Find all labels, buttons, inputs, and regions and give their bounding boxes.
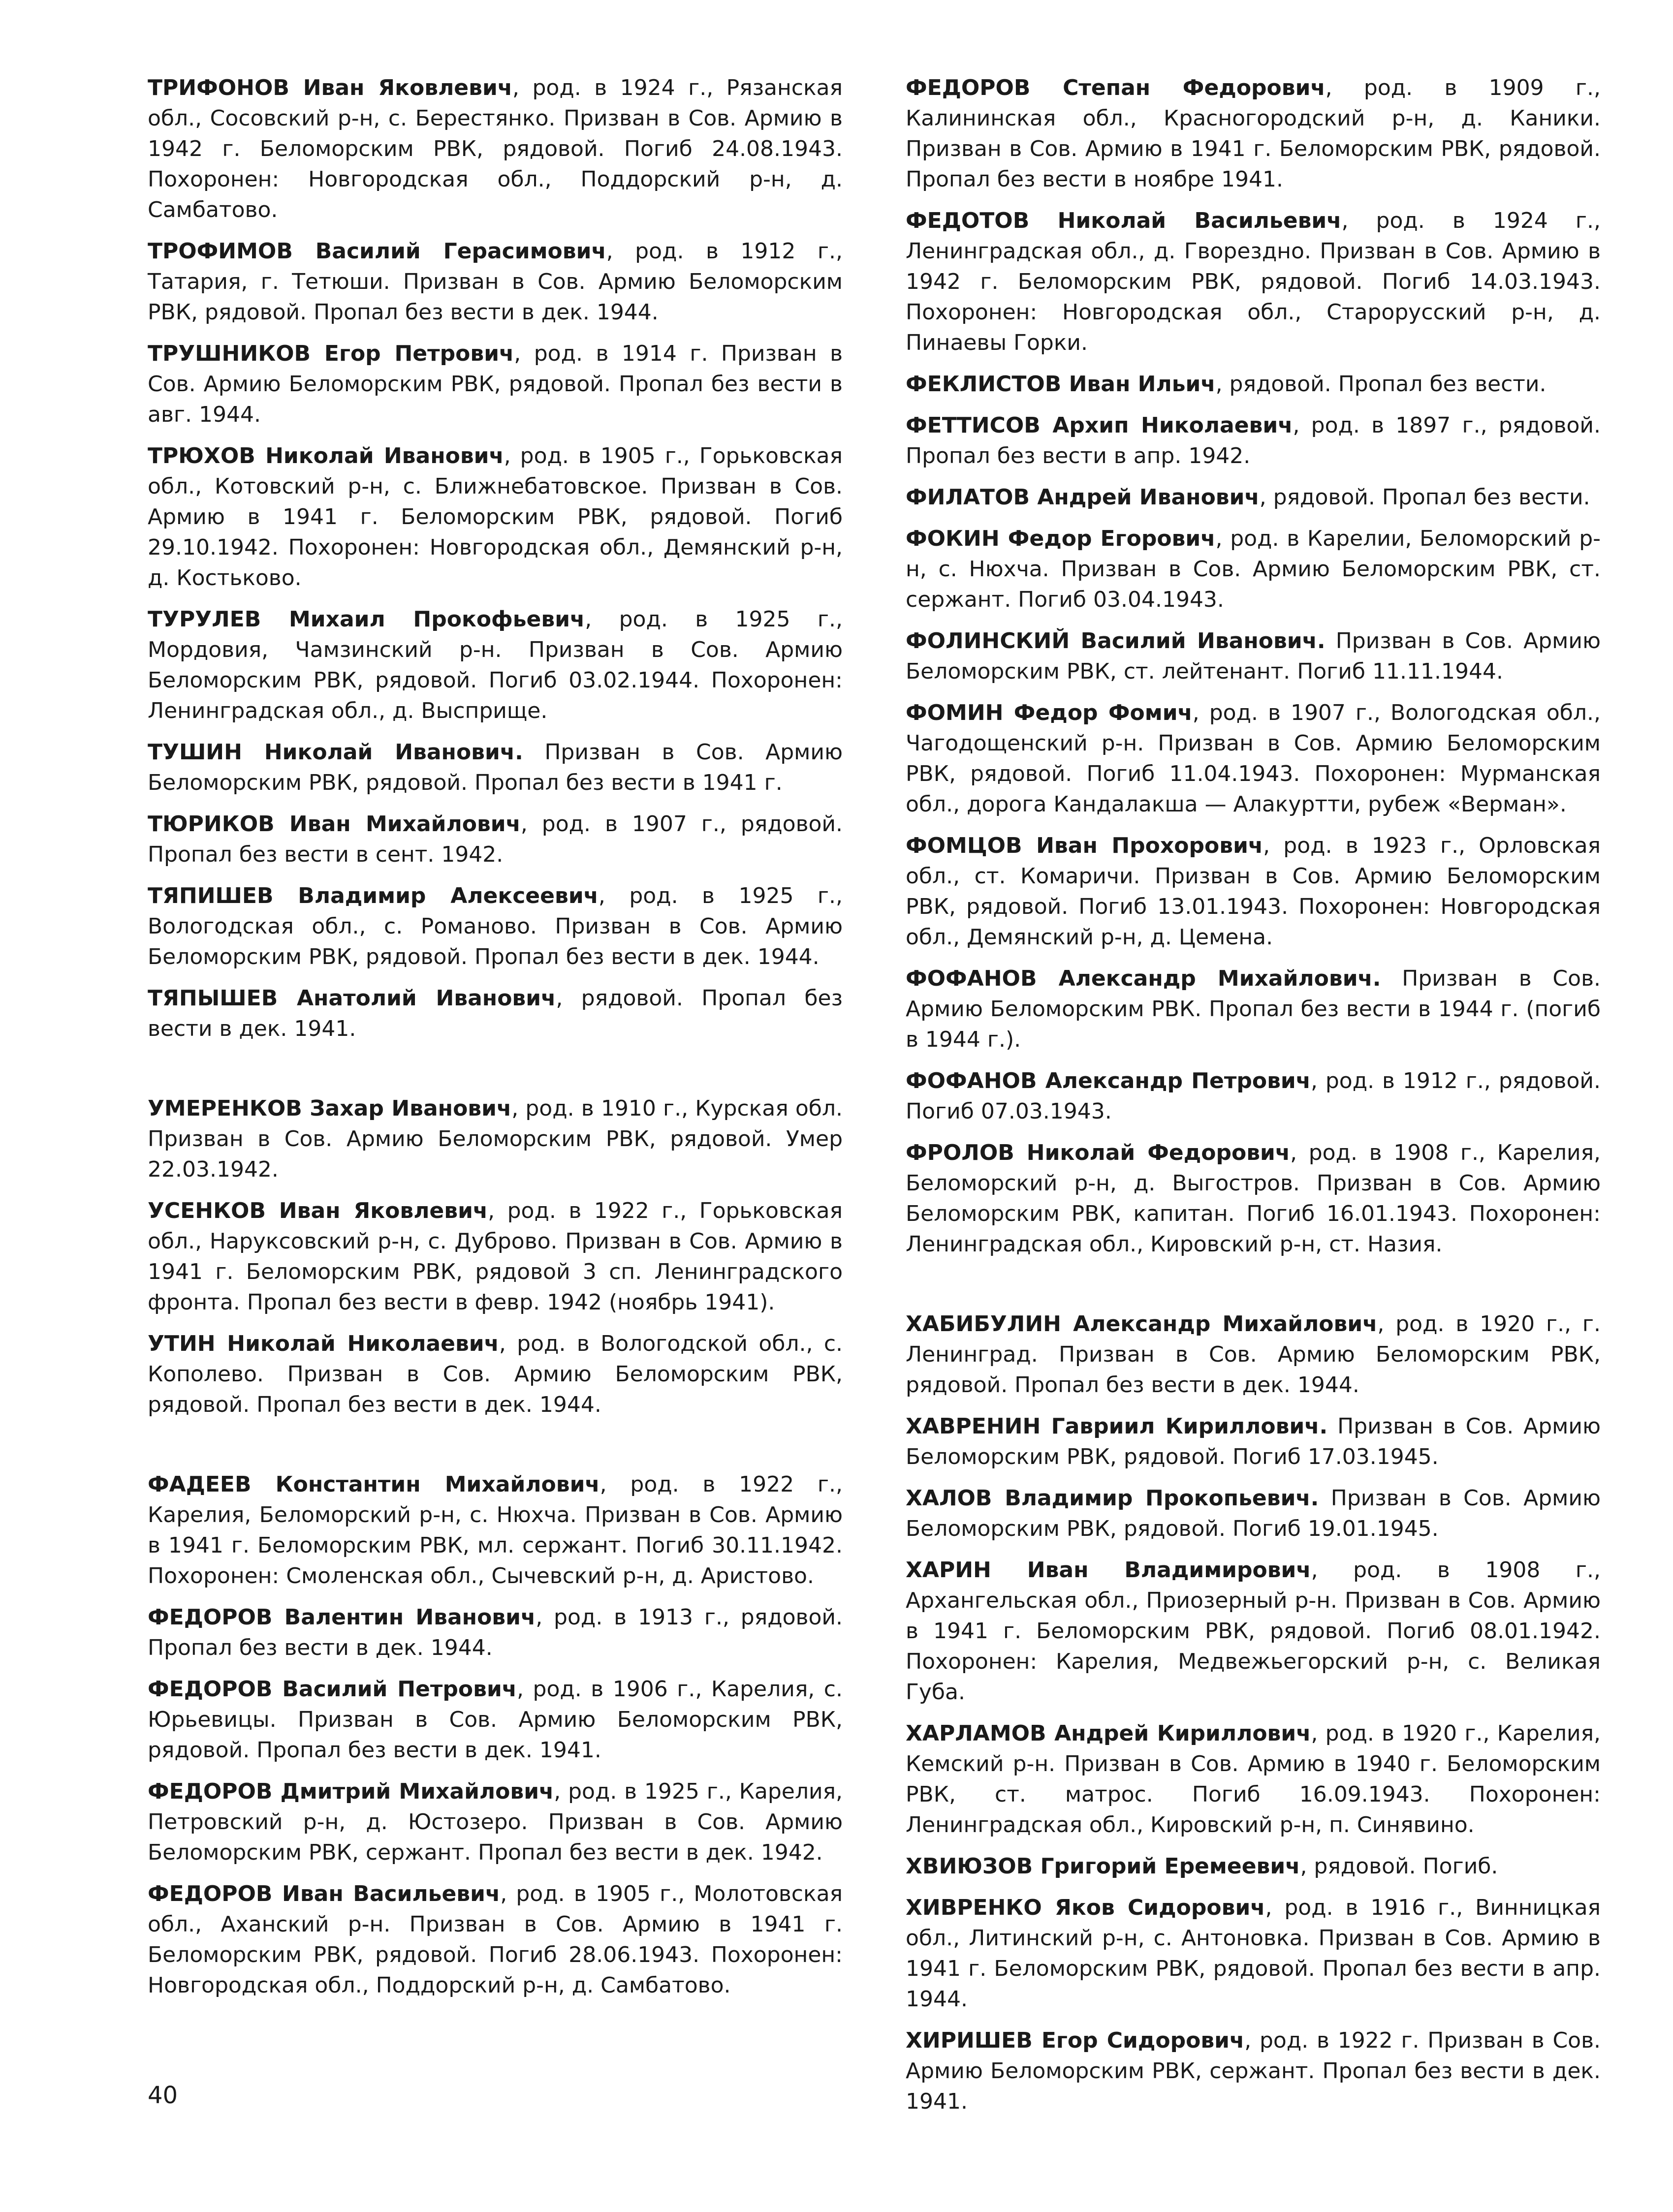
entry: [906, 206, 1601, 358]
entry-name: ФОМЦОВ Иван Прохорович: [906, 833, 1263, 858]
entry-name: ХАЛОВ Владимир Прокопьевич.: [906, 1486, 1319, 1511]
entry-text: , род. в 1913 г., рядовой. Пропал без вести в дек. 1944.: [148, 1605, 843, 1660]
entry: [906, 831, 1601, 953]
entry-text: Призван в Сов. Армию Беломорским РВК. Пропал без вести в 1944 г. (погиб в 1944 г.).: [906, 966, 1601, 1052]
entry-name: ФЕДОРОВ Иван Васильевич: [148, 1881, 501, 1906]
entry-text: , род. в 1924 г., Ленинградская обл., д. Гворездно. Призван в Сов. Армию в 1942 г. Беломорским РВК, рядовой. Погиб 14.03.1943. Похоронен: Новгородская обл., Старорусский р-н, д. Пинаевы Горки.: [906, 208, 1601, 355]
entry-name: ФЕТТИСОВ Архип Николаевич: [906, 413, 1293, 438]
entry-text: Призван в Сов. Армию Беломорским РВК, рядовой. Погиб 17.03.1945.: [906, 1414, 1601, 1469]
left-column: [148, 73, 843, 2012]
entry-text: , род. в 1925 г., Карелия, Петровский р-н, д. Юстозеро. Призван в Сов. Армию Беломорским РВК, сержант. Пропал без вести в дек. 1942.: [148, 1779, 843, 1865]
entry: [906, 369, 1601, 400]
entry-name: ФОКИН Федор Егорович: [906, 526, 1216, 551]
entry: [148, 441, 843, 593]
entry-name: УМЕРЕНКОВ Захар Иванович: [148, 1096, 512, 1121]
entry-name: ХИРИШЕВ Егор Сидорович: [906, 2028, 1245, 2053]
entry: [906, 1411, 1601, 1472]
section-gap: [906, 1271, 1601, 1309]
entry-name: ТУРУЛЕВ Михаил Прокофьевич: [148, 607, 585, 632]
entry-name: УСЕНКОВ Иван Яковлевич: [148, 1198, 488, 1223]
page-number: 40: [148, 2082, 178, 2109]
entry-name: ФЕДОРОВ Дмитрий Михайлович: [148, 1779, 554, 1804]
entry: [906, 524, 1601, 615]
entry: [906, 1851, 1601, 1882]
entry: [148, 1776, 843, 1868]
entry-text: , род. в 1907 г., Вологодская обл., Чагодощенский р-н. Призван в Сов. Армию Беломорским РВК, рядовой. Погиб 11.04.1943. Похоронен: Мурманская обл., дорога Кандалакша — Алакуртти, рубеж «Верман».: [906, 700, 1601, 817]
entry-name: ХИВРЕНКО Яков Сидорович: [906, 1895, 1265, 1920]
entry: [148, 1602, 843, 1663]
entry-name: ТЯПЫШЕВ Анатолий Иванович: [148, 986, 556, 1011]
entry-name: ТРОФИМОВ Василий Герасимович: [148, 239, 606, 264]
entry: [148, 73, 843, 225]
entry: [148, 339, 843, 430]
entry: [906, 1555, 1601, 1708]
entry-text: , род. в 1910 г., Курская обл. Призван в Сов. Армию Беломорским РВК, рядовой. Умер 22.03.1942.: [148, 1096, 843, 1182]
entry-name: ХАБИБУЛИН Александр Михайлович: [906, 1311, 1378, 1337]
entry-name: ФОФАНОВ Александр Михайлович.: [906, 966, 1381, 991]
entry-text: , рядовой. Погиб.: [1300, 1854, 1498, 1879]
entry-name: ФЕДОТОВ Николай Васильевич: [906, 208, 1342, 233]
entry: [906, 410, 1601, 471]
right-column: [906, 73, 1601, 2128]
entry: [906, 1893, 1601, 2015]
entry: [906, 2025, 1601, 2117]
entry-name: ФОЛИНСКИЙ Василий Иванович.: [906, 628, 1326, 654]
entry-name: ФРОЛОВ Николай Федорович: [906, 1140, 1291, 1165]
entry-text: , род. в 1916 г., Винницкая обл., Литинский р-н, с. Антоновка. Призван в Сов. Армию в 1941 г. Беломорским РВК, рядовой. Пропал без вести в апр. 1944.: [906, 1895, 1601, 2012]
entry-text: , род. в 1905 г., Горьковская обл., Котовский р-н, с. Ближнебатовское. Призван в Сов. Армию в 1941 г. Беломорским РВК, рядовой. Погиб 29.10.1942. Похоронен: Новгородская обл., Демянский р-н, д. Костьково.: [148, 443, 843, 591]
entry: [148, 1469, 843, 1591]
entry: [148, 1329, 843, 1420]
entry-name: ХАРЛАМОВ Андрей Кириллович: [906, 1721, 1311, 1746]
entry-text: , род. в 1897 г., рядовой. Пропал без вести в апр. 1942.: [906, 413, 1601, 468]
entry-text: Призван в Сов. Армию Беломорским РВК, ст. лейтенант. Погиб 11.11.1944.: [906, 628, 1601, 684]
entry-name: ФОМИН Федор Фомич: [906, 700, 1193, 725]
entry-text: , рядовой. Пропал без вести в дек. 1941.: [148, 986, 843, 1041]
entry-text: Призван в Сов. Армию Беломорским РВК, рядовой. Погиб 19.01.1945.: [906, 1486, 1601, 1541]
entry: [148, 236, 843, 328]
entry-name: УТИН Николай Николаевич: [148, 1331, 499, 1356]
entry: [906, 1066, 1601, 1127]
entry: [148, 1674, 843, 1766]
entry-text: , род. в 1908 г., Карелия, Беломорский р-н, д. Выгостров. Призван в Сов. Армию Беломорским РВК, капитан. Погиб 16.01.1943. Похоронен: Ленинградская обл., Кировский р-н, ст. Назия.: [906, 1140, 1601, 1257]
entry-name: ТЮРИКОВ Иван Михайлович: [148, 811, 521, 837]
entry-text: , род. в 1906 г., Карелия, с. Юрьевицы. Призван в Сов. Армию Беломорским РВК, рядовой. Пропал без вести в дек. 1941.: [148, 1677, 843, 1763]
entry-text: , род. в 1914 г. Призван в Сов. Армию Беломорским РВК, рядовой. Пропал без вести в авг. 1944.: [148, 341, 843, 427]
entry: [148, 1093, 843, 1185]
entry: [906, 73, 1601, 195]
entry-name: ТУШИН Николай Иванович.: [148, 740, 523, 765]
entry-text: , род. в 1908 г., Архангельская обл., Приозерный р-н. Призван в Сов. Армию в 1941 г. Беломорским РВК, рядовой. Погиб 08.01.1942. Похоронен: Карелия, Медвежьегорский р-н, с. Великая Губа.: [906, 1558, 1601, 1705]
section-gap: [148, 1431, 843, 1469]
entry: [148, 1196, 843, 1318]
entry-text: , род. в 1920 г., Карелия, Кемский р-н. Призван в Сов. Армию в 1940 г. Беломорским РВК, ст. матрос. Погиб 16.09.1943. Похоронен: Ленинградская обл., Кировский р-н, п. Синявино.: [906, 1721, 1601, 1838]
entry-name: ФЕДОРОВ Степан Федорович: [906, 75, 1326, 100]
entry-name: ХВИЮЗОВ Григорий Еремеевич: [906, 1854, 1300, 1879]
entry-name: ТРУШНИКОВ Егор Петрович: [148, 341, 514, 366]
entry: [906, 1309, 1601, 1401]
entry-text: Призван в Сов. Армию Беломорским РВК, рядовой. Пропал без вести в 1941 г.: [148, 740, 843, 795]
entry-text: , род. в 1912 г., рядовой. Погиб 07.03.1943.: [906, 1068, 1601, 1124]
entry: [906, 1483, 1601, 1544]
entry-text: , род. в 1912 г., Татария, г. Тетюши. Призван в Сов. Армию Беломорским РВК, рядовой. Пропал без вести в дек. 1944.: [148, 239, 843, 325]
section-gap: [148, 1055, 843, 1093]
entry-text: , род. в 1924 г., Рязанская обл., Сосовский р-н, с. Берестянко. Призван в Сов. Армию в 1942 г. Беломорским РВК, рядовой. Погиб 24.08.1943. Похоронен: Новгородская обл., Поддорский р-н, д. Самбатово.: [148, 75, 843, 222]
entry-name: ТРИФОНОВ Иван Яковлевич: [148, 75, 513, 100]
entry-name: ФАДЕЕВ Константин Михайлович: [148, 1472, 600, 1497]
entry-name: ТЯПИШЕВ Владимир Алексеевич: [148, 883, 599, 908]
entry: [148, 881, 843, 972]
entry: [906, 482, 1601, 513]
entry: [906, 626, 1601, 687]
entry: [906, 964, 1601, 1055]
entry-name: ТРЮХОВ Николай Иванович: [148, 443, 504, 468]
entry-name: ФЕДОРОВ Валентин Иванович: [148, 1605, 536, 1630]
entry: [906, 1138, 1601, 1260]
entry: [148, 983, 843, 1044]
entry: [148, 809, 843, 870]
entry: [148, 737, 843, 798]
entry-text: , род. в 1909 г., Калининская обл., Красногородский р-н, д. Каники. Призван в Сов. Армию в 1941 г. Беломорским РВК, рядовой. Пропал без вести в ноябре 1941.: [906, 75, 1601, 192]
entry-text: , род. в 1922 г., Карелия, Беломорский р-н, с. Нюхча. Призван в Сов. Армию в 1941 г. Беломорским РВК, мл. сержант. Погиб 30.11.1942. Похоронен: Смоленская обл., Сычевский р-н, д. Аристово.: [148, 1472, 843, 1589]
entry-name: ФЕДОРОВ Василий Петрович: [148, 1677, 517, 1702]
entry: [148, 604, 843, 726]
entry-text: , рядовой. Пропал без вести.: [1215, 372, 1547, 397]
entry-name: ХАРИН Иван Владимирович: [906, 1558, 1311, 1583]
entry-text: , род. в 1925 г., Мордовия, Чамзинский р-н. Призван в Сов. Армию Беломорским РВК, рядовой. Погиб 03.02.1944. Похоронен: Ленинградская обл., д. Высприще.: [148, 607, 843, 723]
entry-name: ФИЛАТОВ Андрей Иванович: [906, 485, 1260, 510]
entry-text: , род. в 1922 г. Призван в Сов. Армию Беломорским РВК, сержант. Пропал без вести в дек. 1941.: [906, 2028, 1601, 2114]
entry-text: , род. в 1925 г., Вологодская обл., с. Романово. Призван в Сов. Армию Беломорским РВК, рядовой. Пропал без вести в дек. 1944.: [148, 883, 843, 969]
entry-text: , род. в 1907 г., рядовой. Пропал без вести в сент. 1942.: [148, 811, 843, 867]
entry-name: ФОФАНОВ Александр Петрович: [906, 1068, 1311, 1093]
entry-text: , род. в 1905 г., Молотовская обл., Аханский р-н. Призван в Сов. Армию в 1941 г. Беломорским РВК, рядовой. Погиб 28.06.1943. Похоронен: Новгородская обл., Поддорский р-н, д. Самбатово.: [148, 1881, 843, 1998]
entry-text: , род. в Вологодской обл., с. Кополево. Призван в Сов. Армию Беломорским РВК, рядовой. Пропал без вести в дек. 1944.: [148, 1331, 843, 1417]
entry: [906, 1718, 1601, 1840]
entry-text: , род. в 1920 г., г. Ленинград. Призван в Сов. Армию Беломорским РВК, рядовой. Пропал без вести в дек. 1944.: [906, 1311, 1601, 1398]
entry-name: ФЕКЛИСТОВ Иван Ильич: [906, 372, 1216, 397]
entry-text: , род. в 1922 г., Горьковская обл., Наруксовский р-н, с. Дуброво. Призван в Сов. Армию в 1941 г. Беломорским РВК, рядовой 3 сп. Ленинградского фронта. Пропал без вести в февр. 1942 (ноябрь 1941).: [148, 1198, 843, 1315]
entry: [148, 1879, 843, 2001]
entry-text: , род. в 1923 г., Орловская обл., ст. Комаричи. Призван в Сов. Армию Беломорским РВК, рядовой. Погиб 13.01.1943. Похоронен: Новгородская обл., Демянский р-н, д. Цемена.: [906, 833, 1601, 950]
entry-text: , рядовой. Пропал без вести.: [1259, 485, 1590, 510]
entry-text: , род. в Карелии, Беломорский р-н, с. Нюхча. Призван в Сов. Армию Беломорским РВК, ст. сержант. Погиб 03.04.1943.: [906, 526, 1601, 612]
entry: [906, 698, 1601, 820]
entry-name: ХАВРЕНИН Гавриил Кириллович.: [906, 1414, 1328, 1439]
